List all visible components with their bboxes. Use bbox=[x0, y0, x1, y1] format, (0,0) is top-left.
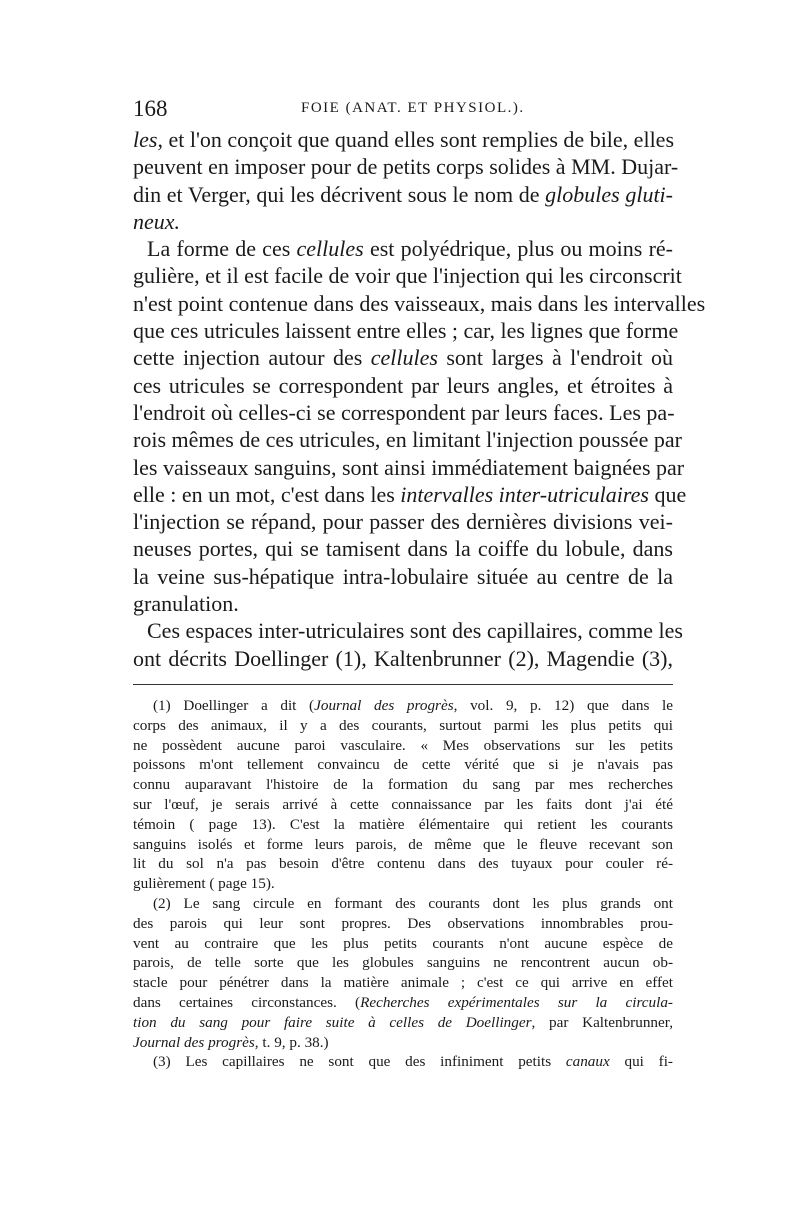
footnote-line: Journal des progrès, t. 9, p. 38.) bbox=[133, 1033, 329, 1051]
footnote-line: corps des animaux, il y a des courants, surtout parmi les plus petits qui bbox=[133, 716, 673, 734]
body-line: neuses portes, qui se tamisent dans la coiffe du lobule, dans bbox=[133, 536, 673, 562]
running-head: FOIE (ANAT. ET PHYSIOL.). bbox=[301, 100, 525, 116]
body-line: gulière, et il est facile de voir que l'injection qui les circonscrit bbox=[133, 263, 682, 289]
page-header bbox=[133, 96, 673, 126]
footnotes bbox=[133, 696, 673, 1072]
body-line: rois mêmes de ces utricules, en limitant l'injection poussée par bbox=[133, 427, 682, 453]
body-line: neux. bbox=[133, 208, 181, 234]
body-line: les vaisseaux sanguins, sont ainsi immédiatement baignées par bbox=[133, 454, 685, 480]
footnote-line: vent au contraire que les plus petits courants n'ont aucune espèce de bbox=[133, 934, 673, 952]
body-line: les, et l'on conçoit que quand elles sont remplies de bile, elles bbox=[133, 127, 675, 152]
body-line: din et Verger, qui les décrivent sous le nom de globules gluti- bbox=[133, 181, 673, 207]
body-line: granulation. bbox=[133, 591, 239, 617]
footnote-line: connu auparavant l'histoire de la formation du sang par mes recherches bbox=[133, 776, 673, 794]
body-line: la veine sus-hépatique intra-lobulaire située au centre de la bbox=[133, 563, 673, 589]
body-line: cette injection autour des cellules sont larges à l'endroit où bbox=[133, 345, 673, 371]
footnote-separator bbox=[133, 684, 673, 685]
body-line: ont décrits Doellinger (1), Kaltenbrunner (2), Magendie (3), bbox=[133, 645, 673, 671]
body-line: peuvent en imposer pour de petits corps solides à MM. Dujar- bbox=[133, 154, 679, 180]
footnote-line: poissons m'ont tellement convaincu de cette vérité que si je n'avais pas bbox=[133, 756, 673, 774]
footnote-line: (3) Les capillaires ne sont que des infiniment petits canaux qui fi- bbox=[153, 1053, 673, 1071]
footnote-line: dans certaines circonstances. (Recherches expérimentales sur la circula- bbox=[133, 993, 673, 1011]
footnote-line: (2) Le sang circule en formant des courants dont les plus grands ont bbox=[153, 894, 673, 912]
footnote-line: lit du sol n'a pas besoin d'être contenu dans des tuyaux pour couler ré- bbox=[133, 855, 673, 873]
footnote-line: témoin ( page 13). C'est la matière élémentaire qui retient les courants bbox=[133, 815, 673, 833]
footnote-line: (1) Doellinger a dit (Journal des progrès, vol. 9, p. 12) que dans le bbox=[153, 697, 673, 714]
footnote-line: gulièrement ( page 15). bbox=[133, 875, 275, 893]
footnote-line: ne possèdent aucune paroi vasculaire. « Mes observations sur les petits bbox=[133, 736, 673, 754]
footnote-line: sur l'œuf, je serais arrivé à cette connaissance par les faits dont j'ai été bbox=[133, 795, 673, 813]
body-line: l'endroit où celles-ci se correspondent par leurs faces. Les pa- bbox=[133, 399, 675, 425]
body-line: elle : en un mot, c'est dans les intervalles inter-utriculaires que bbox=[133, 481, 687, 507]
body-line: ces utricules se correspondent par leurs angles, et étroites à bbox=[133, 372, 673, 398]
body-line: que ces utricules laissent entre elles ; car, les lignes que forme bbox=[133, 318, 679, 344]
body-line: Ces espaces inter-utriculaires sont des capillaires, comme les bbox=[147, 618, 683, 644]
footnote-line: sanguins isolés et forme leurs parois, de même que le fleuve recevant son bbox=[133, 835, 673, 853]
footnote-line: tion du sang pour faire suite à celles de Doellinger, par Kaltenbrunner, bbox=[133, 1013, 674, 1031]
page-number: 168 bbox=[133, 96, 168, 121]
body-line: La forme de ces cellules est polyédrique, plus ou moins ré- bbox=[147, 236, 673, 262]
footnote-line: stacle pour pénétrer dans la matière animale ; c'est ce qui arrive en effet bbox=[133, 974, 673, 992]
main-text bbox=[133, 126, 706, 672]
footnote-line: parois, de telle sorte que les globules sanguins ne rencontrent aucun ob- bbox=[133, 954, 673, 972]
body-line: n'est point contenue dans des vaisseaux, mais dans les intervalles bbox=[133, 290, 706, 316]
body-line: l'injection se répand, pour passer des dernières divisions vei- bbox=[133, 509, 673, 535]
footnote-line: des parois qui leur sont propres. Des observations innombrables prou- bbox=[133, 914, 673, 932]
